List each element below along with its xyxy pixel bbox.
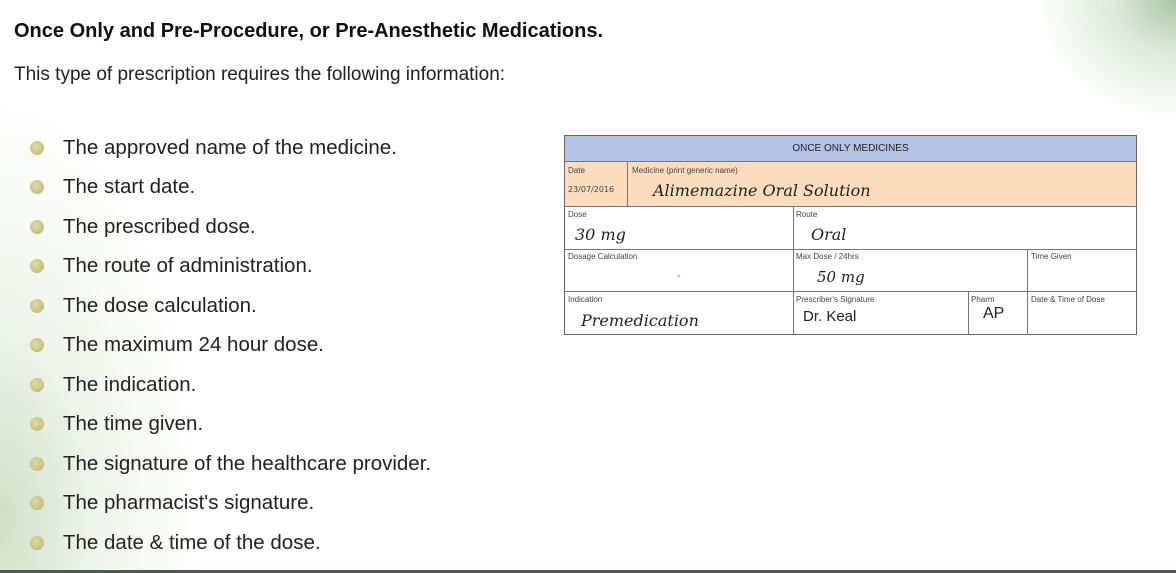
bullet-dot-icon [30, 141, 44, 155]
indication-value: Premedication [581, 311, 699, 330]
date-label: Date [568, 166, 585, 175]
divider [793, 207, 794, 335]
bullet-dot-icon [30, 259, 44, 273]
prescriber-signature-label: Prescriber's Signature [796, 295, 875, 304]
indication-label: Indication [568, 295, 603, 304]
bullet-dot-icon [30, 220, 44, 234]
list-item: The time given. [30, 405, 431, 445]
date-time-of-dose-label: Date & Time of Dose [1031, 295, 1105, 304]
bullet-dot-icon [30, 338, 44, 352]
bullet-dot-icon [30, 378, 44, 392]
route-label: Route [796, 210, 818, 219]
list-item: The route of administration. [30, 247, 431, 287]
route-value: Oral [811, 225, 847, 244]
divider [968, 291, 969, 335]
dosage-calculation-label: Dosage Calculation [568, 252, 638, 261]
max-dose-value: 50 mg [817, 268, 865, 286]
chart-header: ONCE ONLY MEDICINES [565, 136, 1136, 162]
list-item: The start date. [30, 168, 431, 208]
medicine-value: Alimemazine Oral Solution [653, 181, 871, 200]
dose-label: Dose [568, 210, 587, 219]
divider [565, 291, 1136, 292]
list-item: The indication. [30, 365, 431, 405]
date-value: 23/07/2016 [568, 185, 615, 194]
max-dose-label: Max Dose / 24hrs [796, 252, 859, 261]
list-item: The pharmacist's signature. [30, 484, 431, 524]
pharm-value: AP [983, 305, 1005, 322]
dosage-calculation-value: - [677, 269, 681, 282]
list-item: The signature of the healthcare provider. [30, 444, 431, 484]
intro-text: This type of prescription requires the following information: [14, 64, 506, 85]
bullet-dot-icon [30, 180, 44, 194]
once-only-medicines-chart [564, 135, 1137, 335]
bullet-dot-icon [30, 417, 44, 431]
list-item: The prescribed dose. [30, 207, 431, 247]
list-item: The dose calculation. [30, 286, 431, 326]
dose-value: 30 mg [575, 225, 626, 244]
bullet-dot-icon [30, 457, 44, 471]
prescriber-signature-value: Dr. Keal [803, 308, 857, 325]
divider [565, 249, 1136, 250]
list-item: The date & time of the dose. [30, 523, 431, 563]
bullet-dot-icon [30, 536, 44, 550]
divider [1027, 249, 1028, 335]
slide-title: Once Only and Pre-Procedure, or Pre-Anesthetic Medications. [14, 20, 604, 42]
list-item: The approved name of the medicine. [30, 128, 431, 168]
list-item: The maximum 24 hour dose. [30, 326, 431, 366]
time-given-label: Time Given [1031, 252, 1072, 261]
medicine-label: Medicine (print generic name) [632, 166, 738, 175]
requirements-list [30, 128, 431, 563]
bullet-dot-icon [30, 496, 44, 510]
pharm-label: Pharm [971, 295, 995, 304]
divider [627, 162, 628, 207]
bullet-dot-icon [30, 299, 44, 313]
